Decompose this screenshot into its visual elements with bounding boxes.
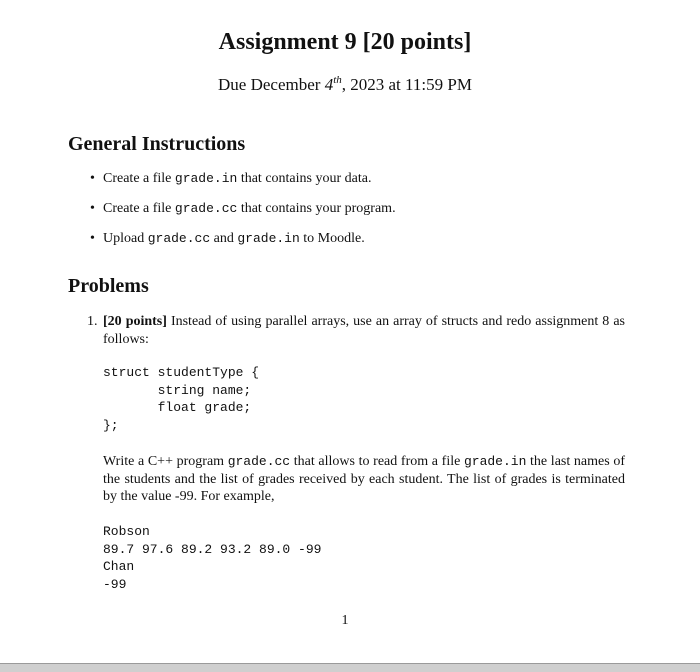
due-prefix: Due December <box>218 75 325 94</box>
filename-code: grade.in <box>237 231 300 246</box>
struct-code-block: struct studentType { string name; float grade; }; <box>103 365 260 433</box>
problem-number: 1. <box>87 314 98 329</box>
filename-code: grade.in <box>174 171 238 186</box>
due-date <box>0 69 690 96</box>
bullet-icon: • <box>90 171 95 186</box>
assignment-title: Assignment 9 [20 points] <box>218 29 472 55</box>
problem-points: [20 points] <box>103 314 167 329</box>
problem-description: Write a C++ program grade.cc that allows to read from a file grade.in the last names of the students and the list of grades received by each student. The list of grades is terminated by the value -99. For example, <box>103 454 625 504</box>
filename-code: grade.cc <box>174 201 238 216</box>
bullet-icon: • <box>90 201 95 216</box>
filename-code: grade.cc <box>227 454 291 469</box>
instruction-item-3: • Upload grade.cc and grade.in to Moodle. <box>90 231 365 246</box>
bullet-icon: • <box>90 231 95 246</box>
due-ordinal: th <box>333 74 342 86</box>
general-instructions-heading: General Instructions <box>68 133 246 155</box>
problem-intro: [20 points] Instead of using parallel arrays, use an array of structs and redo assignment 8 as follows: <box>103 314 625 347</box>
example-code-block: Robson 89.7 97.6 89.2 93.2 89.0 -99 Chan -99 <box>103 524 322 592</box>
due-day: 4 <box>324 75 334 94</box>
page-number: 1 <box>341 613 349 628</box>
filename-code: grade.cc <box>147 231 211 246</box>
problems-heading: Problems <box>68 275 149 297</box>
due-rest: , 2023 at 11:59 PM <box>341 75 472 94</box>
instruction-item-2: • Create a file grade.cc that contains your program. <box>90 201 396 216</box>
instruction-item-1: • Create a file grade.in that contains your data. <box>90 171 372 186</box>
filename-code: grade.in <box>463 454 527 469</box>
